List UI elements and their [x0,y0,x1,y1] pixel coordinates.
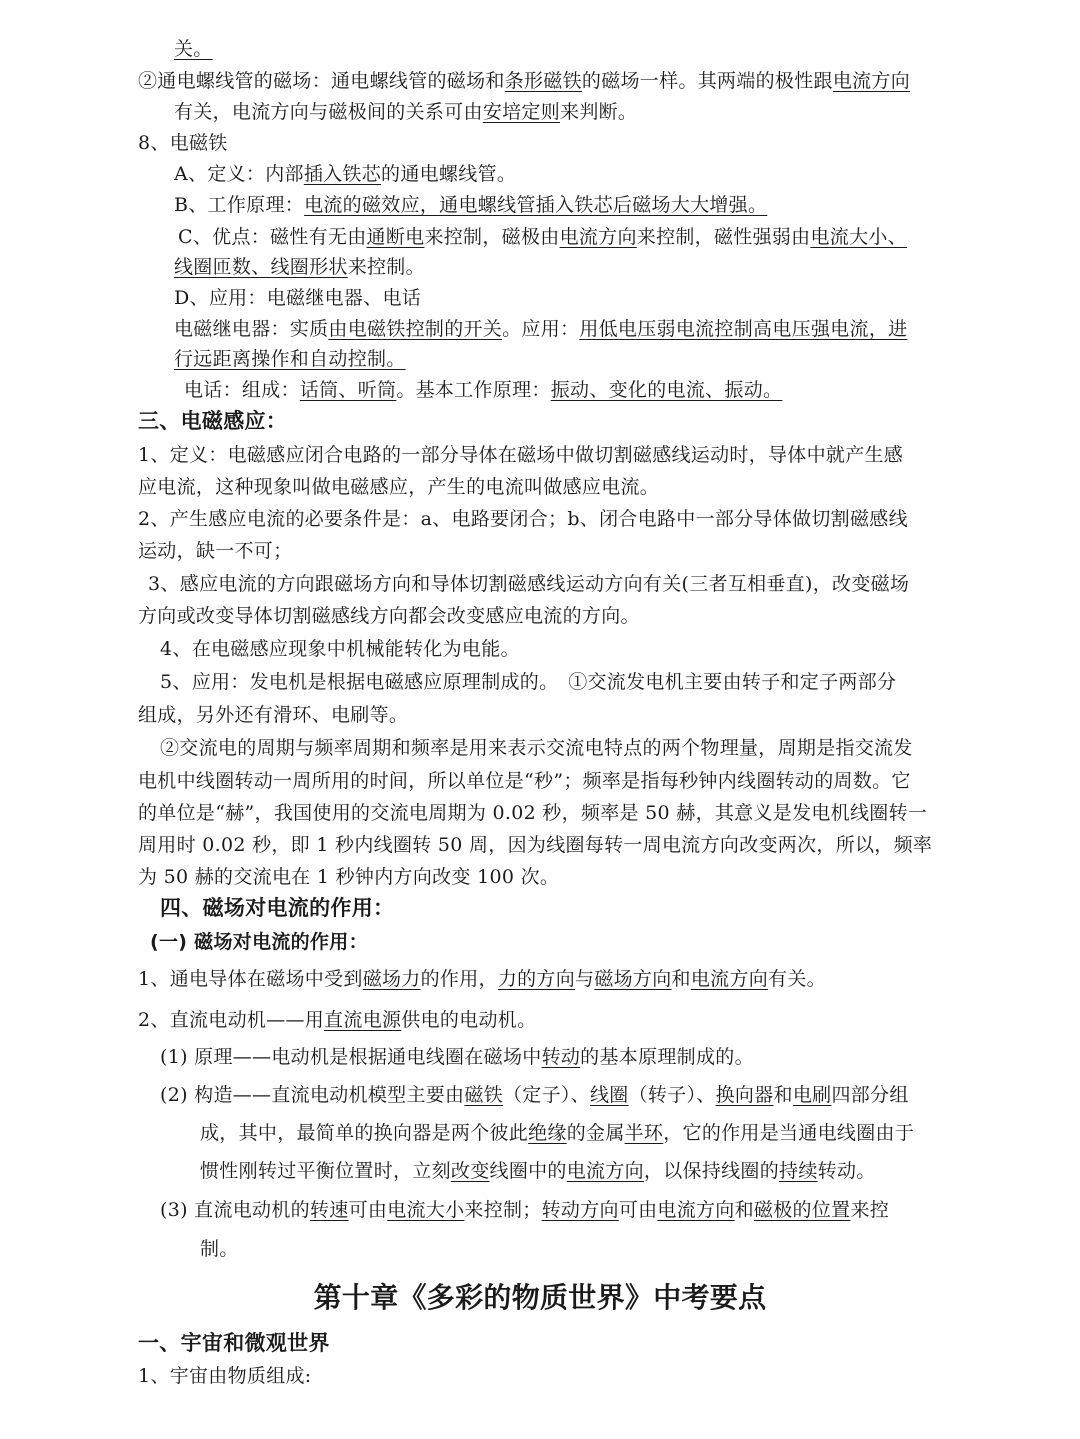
text-line: 电机中线圈转动一周所用的时间，所以单位是“秒”；频率是指每秒钟内线圈转动的周数。它 [138,770,911,792]
text-line: 成，其中，最简单的换向器是两个彼此绝缘的金属半环，它的作用是当通电线圈由于 [200,1122,915,1144]
text-line: 1、宇宙由物质组成: [138,1365,312,1387]
text-line: 3、感应电流的方向跟磁场方向和导体切割磁感线运动方向有关(三者互相垂直)，改变磁场 [148,573,910,595]
text-line: (2) 构造——直流电动机模型主要由磁铁（定子）、线圈（转子）、换向器和电刷四部分组 [160,1084,909,1106]
text-line: 组成，另外还有滑环、电刷等。 [138,704,409,726]
text-line: 应电流，这种现象叫做电磁感应，产生的电流叫做感应电流。 [138,476,660,498]
text-line: 惯性刚转过平衡位置时，立刻改变线圈中的电流方向，以保持线圈的持续转动。 [200,1160,876,1182]
text-line: ②交流电的周期与频率周期和频率是用来表示交流电特点的两个物理量，周期是指交流发 [160,737,913,759]
text-line: 行远距离操作和自动控制。 [174,348,406,370]
section-heading: 三、电磁感应： [138,409,288,433]
text-line: 8、电磁铁 [138,132,228,154]
text-line: (1) 原理——电动机是根据通电线圈在磁场中转动的基本原理制成的。 [160,1046,754,1068]
text-line: 1、定义：电磁感应闭合电路的一部分导体在磁场中做切割磁感线运动时，导体中就产生感 [138,444,904,466]
text-line: B、工作原理：电流的磁效应，通电螺线管插入铁芯后磁场大大增强。 [174,194,768,216]
text-line: 周用时 0.02 秒，即 1 秒内线圈转 50 周，因为线圈每转一周电流方向改变两次，所以，频率 [138,834,933,856]
text-line: 的单位是“赫”，我国使用的交流电周期为 0.02 秒，频率是 50 赫，其意义是发电机线圈转一 [138,802,928,824]
text-line: 有关，电流方向与磁极间的关系可由安培定则来判断。 [174,101,638,123]
text-line: 电磁继电器：实质由电磁铁控制的开关。应用：用低电压弱电流控制高电压强电流，进 [174,318,908,340]
subsection-heading: (一) 磁场对电流的作用： [150,931,368,953]
chapter-title: 第十章《多彩的物质世界》中考要点 [313,1281,767,1314]
text-line: 制。 [200,1238,239,1260]
text-line: 线圈匝数、线圈形状来控制。 [174,256,425,278]
section-heading: 四、磁场对电流的作用： [160,896,395,920]
text-line: 4、在电磁感应现象中机械能转化为电能。 [160,638,520,660]
section-heading: 一、宇宙和微观世界 [138,1331,330,1355]
text-line: A、定义：内部插入铁芯的通电螺线管。 [174,163,517,185]
text-line: D、应用：电磁继电器、电话 [174,287,422,309]
text-line: 1、通电导体在磁场中受到磁场力的作用，力的方向与磁场方向和电流方向有关。 [138,968,826,990]
text-line: 为 50 赫的交流电在 1 秒钟内方向改变 100 次。 [138,866,560,888]
text-line: 5、应用：发电机是根据电磁感应原理制成的。 ①交流发电机主要由转子和定子两部分 [160,671,897,693]
text-line: ②通电螺线管的磁场：通电螺线管的磁场和条形磁铁的磁场一样。其两端的极性跟电流方向 [138,70,911,92]
text-line: 运动，缺一不可； [138,540,293,562]
text-line: C、优点：磁性有无由通断电来控制，磁极由电流方向来控制，磁性强弱由电流大小、 [178,226,907,248]
text-line: 电话：组成：话筒、听筒。基本工作原理：振动、变化的电流、振动。 [184,379,783,401]
text-line: 2、直流电动机——用直流电源供电的电动机。 [138,1009,537,1031]
text-line: 关。 [174,38,213,60]
text-line: 2、产生感应电流的必要条件是：a、电路要闭合；b、闭合电路中一部分导体做切割磁感线 [138,508,908,530]
text-line: (3) 直流电动机的转速可由电流大小来控制；转动方向可由电流方向和磁极的位置来控 [160,1199,890,1221]
text-line: 方向或改变导体切割磁感线方向都会改变感应电流的方向。 [138,605,640,627]
